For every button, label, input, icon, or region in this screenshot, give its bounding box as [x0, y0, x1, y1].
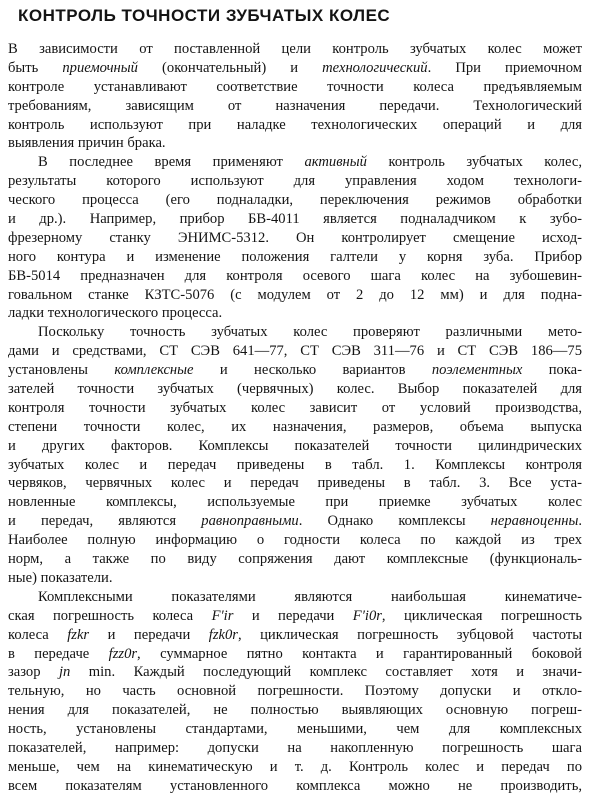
- text-line: [8, 437, 582, 456]
- text-line: [8, 210, 582, 229]
- emphasized-term: jn: [58, 664, 71, 681]
- text-line: [8, 701, 582, 720]
- text-run: новленные комплексы, используемые при приемке зубчатых колес: [8, 494, 582, 511]
- text-line: [8, 248, 582, 267]
- text-line: [8, 78, 582, 97]
- text-run: показателей, например: допуски на накопленную погрешность шага: [8, 739, 582, 756]
- text-run: В зависимости от поставленной цели контроль зубчатых колес может: [8, 41, 582, 57]
- text-run: пока-: [522, 362, 582, 379]
- text-line: [8, 304, 582, 323]
- text-line: [8, 172, 582, 191]
- text-line: [8, 550, 582, 569]
- emphasized-term: fzz0r: [108, 645, 138, 662]
- text-line: [8, 626, 582, 645]
- text-line: [8, 116, 582, 135]
- text-run: червяков, червячных колес и передач приведены в табл. 3. Все уста-: [8, 475, 582, 492]
- text-run: дами и средствами, СТ СЭВ 641—77, СТ СЭВ 311—76 и СТ СЭВ 186—75: [8, 343, 582, 360]
- text-run: ного контура и изменение положения галтели у корня зуба. Прибор: [8, 248, 582, 265]
- text-line: [8, 267, 582, 286]
- text-run: зубчатых колес и передач приведены в табл. 1. Комплексы контроля: [8, 456, 582, 473]
- text-run: контроля точности зубчатых колес зависит от условий производства,: [8, 399, 582, 416]
- text-run: и несколько вариантов: [193, 362, 432, 379]
- text-line: [8, 380, 582, 399]
- text-line: [8, 645, 582, 664]
- text-run: . При приемочном: [427, 59, 582, 76]
- text-run: ность, установлены стандартами, меньшими, чем для комплексных: [8, 721, 582, 738]
- text-run: ные) показатели.: [8, 569, 113, 586]
- text-run: установлены: [8, 362, 115, 379]
- text-run: контроле устанавливают соответствие точности колеса предъявляемым: [8, 78, 582, 95]
- body-text: [8, 40, 582, 796]
- emphasized-term: равноправными: [201, 513, 299, 530]
- text-run: ская погрешность колеса: [8, 607, 212, 624]
- text-run: норм, а также по виду сопряжения дают комплексные (функциональ-: [8, 551, 582, 568]
- text-line: [8, 682, 582, 701]
- section-title: КОНТРОЛЬ ТОЧНОСТИ ЗУБЧАТЫХ КОЛЕС: [18, 6, 391, 25]
- text-line: [8, 758, 582, 777]
- text-run: меньше, чем на кинематическую и т. д. Контроль колес и передач по: [8, 758, 582, 775]
- text-run: контроль используют при наладке технологических операций и для: [8, 116, 582, 133]
- text-line: [8, 777, 582, 796]
- text-run: Комплексными показателями являются наибольшая кинематиче-: [38, 588, 582, 605]
- text-line: [8, 191, 582, 210]
- text-run: и передачи: [89, 626, 209, 643]
- text-run: Поскольку точность зубчатых колес проверяют различными мето-: [38, 324, 582, 341]
- emphasized-term: поэлементных: [431, 362, 523, 379]
- text-line: [8, 153, 582, 172]
- text-run: и других факторов. Комплексы показателей точности цилиндрических: [8, 437, 582, 454]
- text-run: и др.). Например, прибор БВ-4011 является подналадчиком к зубо-: [8, 211, 582, 228]
- text-line: [8, 569, 582, 588]
- text-line: [8, 40, 582, 59]
- text-run: требованиям, зависящим от назначения передачи. Технологический: [8, 97, 582, 114]
- text-line: [8, 531, 582, 550]
- text-run: быть: [8, 59, 63, 76]
- text-run: , циклическая погрешность: [381, 607, 582, 624]
- text-run: . Однако комплексы: [298, 513, 491, 530]
- emphasized-term: fzkr: [67, 626, 90, 643]
- text-run: , суммарное пятно контакта и гарантированный боковой: [137, 645, 582, 662]
- text-run: степени точности колес, их назначения, размеров, объема выпуска: [8, 418, 582, 435]
- text-run: , циклическая погрешность зубцовой частоты: [237, 626, 582, 643]
- text-run: и передачи: [233, 607, 353, 624]
- text-line: [8, 323, 582, 342]
- text-run: выявления причин брака.: [8, 135, 166, 152]
- text-line: [8, 588, 582, 607]
- text-run: фрезерному станку ЭНИМС-5312. Он контролирует смещение исход-: [8, 229, 582, 246]
- text-run: .: [578, 513, 582, 530]
- text-line: [8, 399, 582, 418]
- text-run: min. Каждый последующий комплекс составляет хотя и значи-: [70, 664, 582, 681]
- emphasized-term: приемочный: [62, 59, 138, 76]
- emphasized-term: активный: [304, 154, 367, 171]
- text-line: [8, 229, 582, 248]
- text-run: нения для показателей, не полностью выявляющих основную погреш-: [8, 702, 582, 719]
- text-line: [8, 474, 582, 493]
- text-line: [8, 134, 582, 153]
- text-run: ческого процесса (его подналадки, переключения режимов обработки: [8, 192, 582, 209]
- text-run: и передач, являются: [8, 513, 202, 530]
- text-line: [8, 342, 582, 361]
- text-line: [8, 286, 582, 305]
- text-line: [8, 418, 582, 437]
- text-line: [8, 739, 582, 758]
- text-run: (окончательный) и: [137, 59, 323, 76]
- emphasized-term: технологический: [322, 59, 428, 76]
- text-line: [8, 607, 582, 626]
- text-line: [8, 59, 582, 78]
- text-run: тельную, но часть основной погрешности. Поэтому допуски и откло-: [8, 683, 582, 700]
- text-run: результаты которого используют для управления ходом технологи-: [8, 173, 582, 190]
- text-line: [8, 97, 582, 116]
- text-line: [8, 512, 582, 531]
- text-run: зателей точности зубчатых (червячных) колес. Выбор показателей для: [8, 381, 582, 398]
- text-line: [8, 720, 582, 739]
- emphasized-term: комплексные: [114, 362, 194, 379]
- text-run: колеса: [8, 626, 68, 643]
- emphasized-term: F′i0r: [352, 607, 382, 624]
- text-run: говальном станке КЗТС-5076 (с модулем от 2 до 12 мм) и для подна-: [8, 286, 582, 303]
- text-run: В последнее время применяют: [38, 154, 305, 171]
- text-run: в передаче: [8, 645, 109, 662]
- text-line: [8, 663, 582, 682]
- text-run: контроль зубчатых колес,: [366, 154, 582, 171]
- text-run: Наиболее полную информацию о годности колеса по каждой из трех: [8, 532, 582, 549]
- text-run: БВ-5014 предназначен для контроля осевого шага колес на зубошевин-: [8, 267, 582, 284]
- emphasized-term: неравноценны: [490, 513, 579, 530]
- text-run: всем показателям установленного комплекса можно не производить,: [8, 777, 582, 794]
- text-run: ладки технологического процесса.: [8, 305, 223, 322]
- text-line: [8, 493, 582, 512]
- text-run: зазор: [8, 664, 59, 681]
- emphasized-term: F′ir: [211, 607, 234, 624]
- text-line: [8, 361, 582, 380]
- text-line: [8, 456, 582, 475]
- emphasized-term: fzk0r: [208, 626, 238, 643]
